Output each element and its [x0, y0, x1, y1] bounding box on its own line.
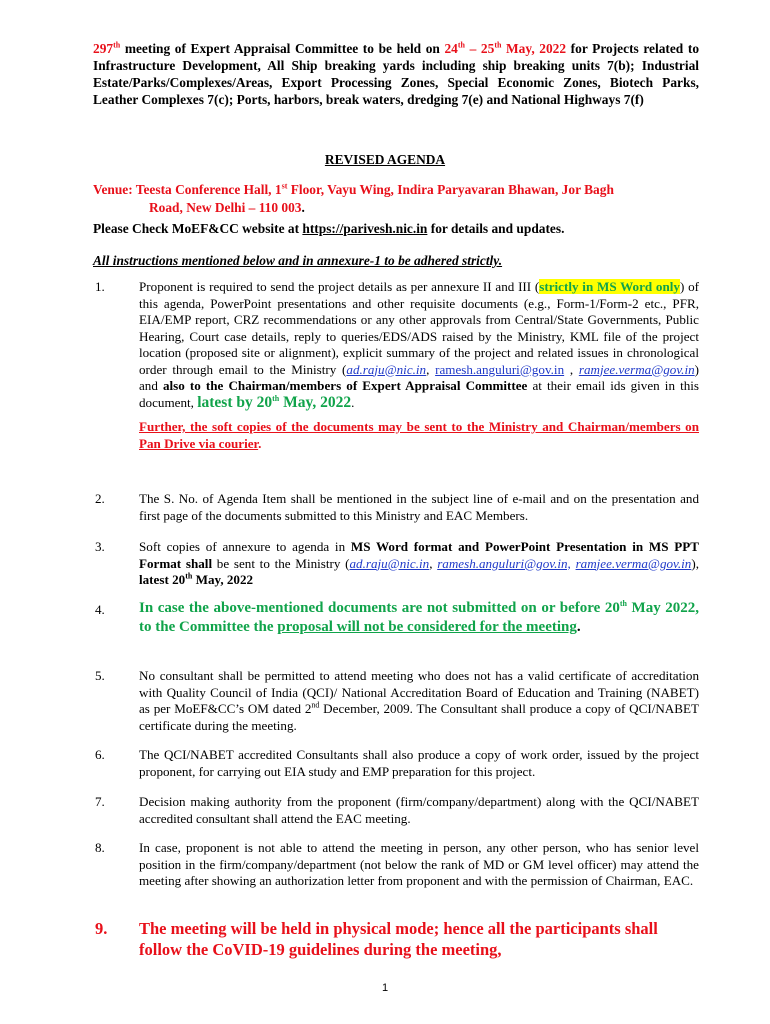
email-link-verma-2[interactable]: ramjee.verma@gov.in	[575, 555, 692, 571]
instruction-item-1: 1. Proponent is required to send the project details as per annexure II and III (strictly in MS Word only) of this agenda, PowerPoint presentations and other requisite documents (e.g., Form-1/Form-2 etc., PFR, EIA/EMP report, CRZ recommendations or any other approvals from Central/State Governments, Public Hearing, Court case details, reply to queries/EDS/ADS raised by the Ministry, KML file of the project location (proposed site or alignment), explicit summary of the project and related issues in chronological order through email to the Ministry (ad.raju@nic.in, ramesh.anguluri@gov.in , ramjee.verma@gov.in) and also to the Chairman/members of Expert Appraisal Committee at their email ids given in this document, latest by 20th May, 2022. Further, the soft copies of the documents may be sent to the Ministry and Chairman/members on Pan Drive via courier.	[95, 279, 700, 451]
email-link-anguluri[interactable]: ramesh.anguluri@gov.in	[435, 361, 565, 377]
instruction-item-4: 4. In case the above-mentioned documents are not submitted on or before 20th May 2022, to the Committee the proposal will not be considered for the meeting.	[95, 599, 699, 635]
email-link-raju[interactable]: ad.raju@nic.in	[346, 361, 427, 377]
website-notice: Please Check MoEF&CC website at https://parivesh.nic.in for details and updates.	[93, 221, 565, 236]
meeting-dates: 24th – 25th May, 2022	[444, 40, 567, 56]
instruction-item-3: 3. Soft copies of annexure to agenda in MS Word format and PowerPoint Presentation in MS PPT Format shall be sent to the Ministry (ad.raju@nic.in, ramesh.anguluri@gov.in, ramjee.verma@gov.in), latest 20th May, 2022	[95, 539, 699, 587]
instruction-item-9: 9. The meeting will be held in physical mode; hence all the participants shall follow the CoVID-19 guidelines during the meeting,	[95, 919, 658, 959]
instruction-item-8: 8. In case, proponent is not able to attend the meeting in person, any other person, who has senior level position in the firm/company/department (not below the rank of MD or GM level officer) may attend the meeting after showing an authorization letter from proponent and with the permission of Chairman, EAC.	[95, 840, 699, 888]
venue: Venue: Teesta Conference Hall, 1st Floor, Vayu Wing, Indira Paryavaran Bhawan, Jor Bagh Road, New Delhi – 110 003.	[93, 181, 614, 215]
instruction-item-6: 6. The QCI/NABET accredited Consultants shall also produce a copy of work order, issued by the project proponent, for carrying out EIA study and EMP preparation for this project.	[95, 747, 699, 779]
instruction-item-5: 5. No consultant shall be permitted to attend meeting who does not has a valid certificate of accreditation with Quality Council of India (QCI)/ National Accreditation Board of Education and Training (NABET) as per MoEF&CC’s OM dated 2nd December, 2009. The Consultant shall produce a copy of QCI/NABET certificate during the meeting.	[95, 668, 699, 733]
instructions-heading: All instructions mentioned below and in annexure-1 to be adhered strictly.	[93, 253, 503, 268]
meeting-number: 297th	[93, 40, 121, 56]
email-link-raju-2[interactable]: ad.raju@nic.in	[349, 555, 430, 571]
revised-agenda-heading: REVISED AGENDA	[324, 152, 446, 167]
meeting-title: 297th meeting of Expert Appraisal Committee to be held on 24th – 25th May, 2022 for Projects related to Infrastructure Development, All Ship breaking yards including ship breaking units 7(b); Industrial Estate/Parks/Complexes/Areas, Export Processing Zones, Special Economic Zones, Biotech Parks, Leather Complexes 7(c); Ports, harbors, break waters, dredging 7(e) and National Highways 7(f)	[93, 40, 700, 107]
page-number: 1	[381, 982, 389, 994]
instruction-item-2: 2. The S. No. of Agenda Item shall be mentioned in the subject line of e-mail and on the presentation and first page of the documents submitted to this Ministry and EAC Members.	[95, 491, 699, 523]
parivesh-link[interactable]: https://parivesh.nic.in	[302, 221, 428, 236]
instruction-item-7: 7. Decision making authority from the proponent (firm/company/department) along with the QCI/NABET accredited consultant shall attend the EAC meeting.	[95, 794, 699, 826]
email-link-anguluri-2[interactable]: ramesh.anguluri@gov.in,	[437, 555, 571, 571]
deadline-text: latest by 20th May, 2022	[197, 393, 352, 411]
email-link-verma[interactable]: ramjee.verma@gov.in	[578, 361, 695, 377]
pen-drive-notice: Further, the soft copies of the documents may be sent to the Ministry and Chairman/members on Pan Drive via courier.	[139, 419, 699, 451]
highlight-ms-word: strictly in MS Word only	[539, 279, 680, 294]
